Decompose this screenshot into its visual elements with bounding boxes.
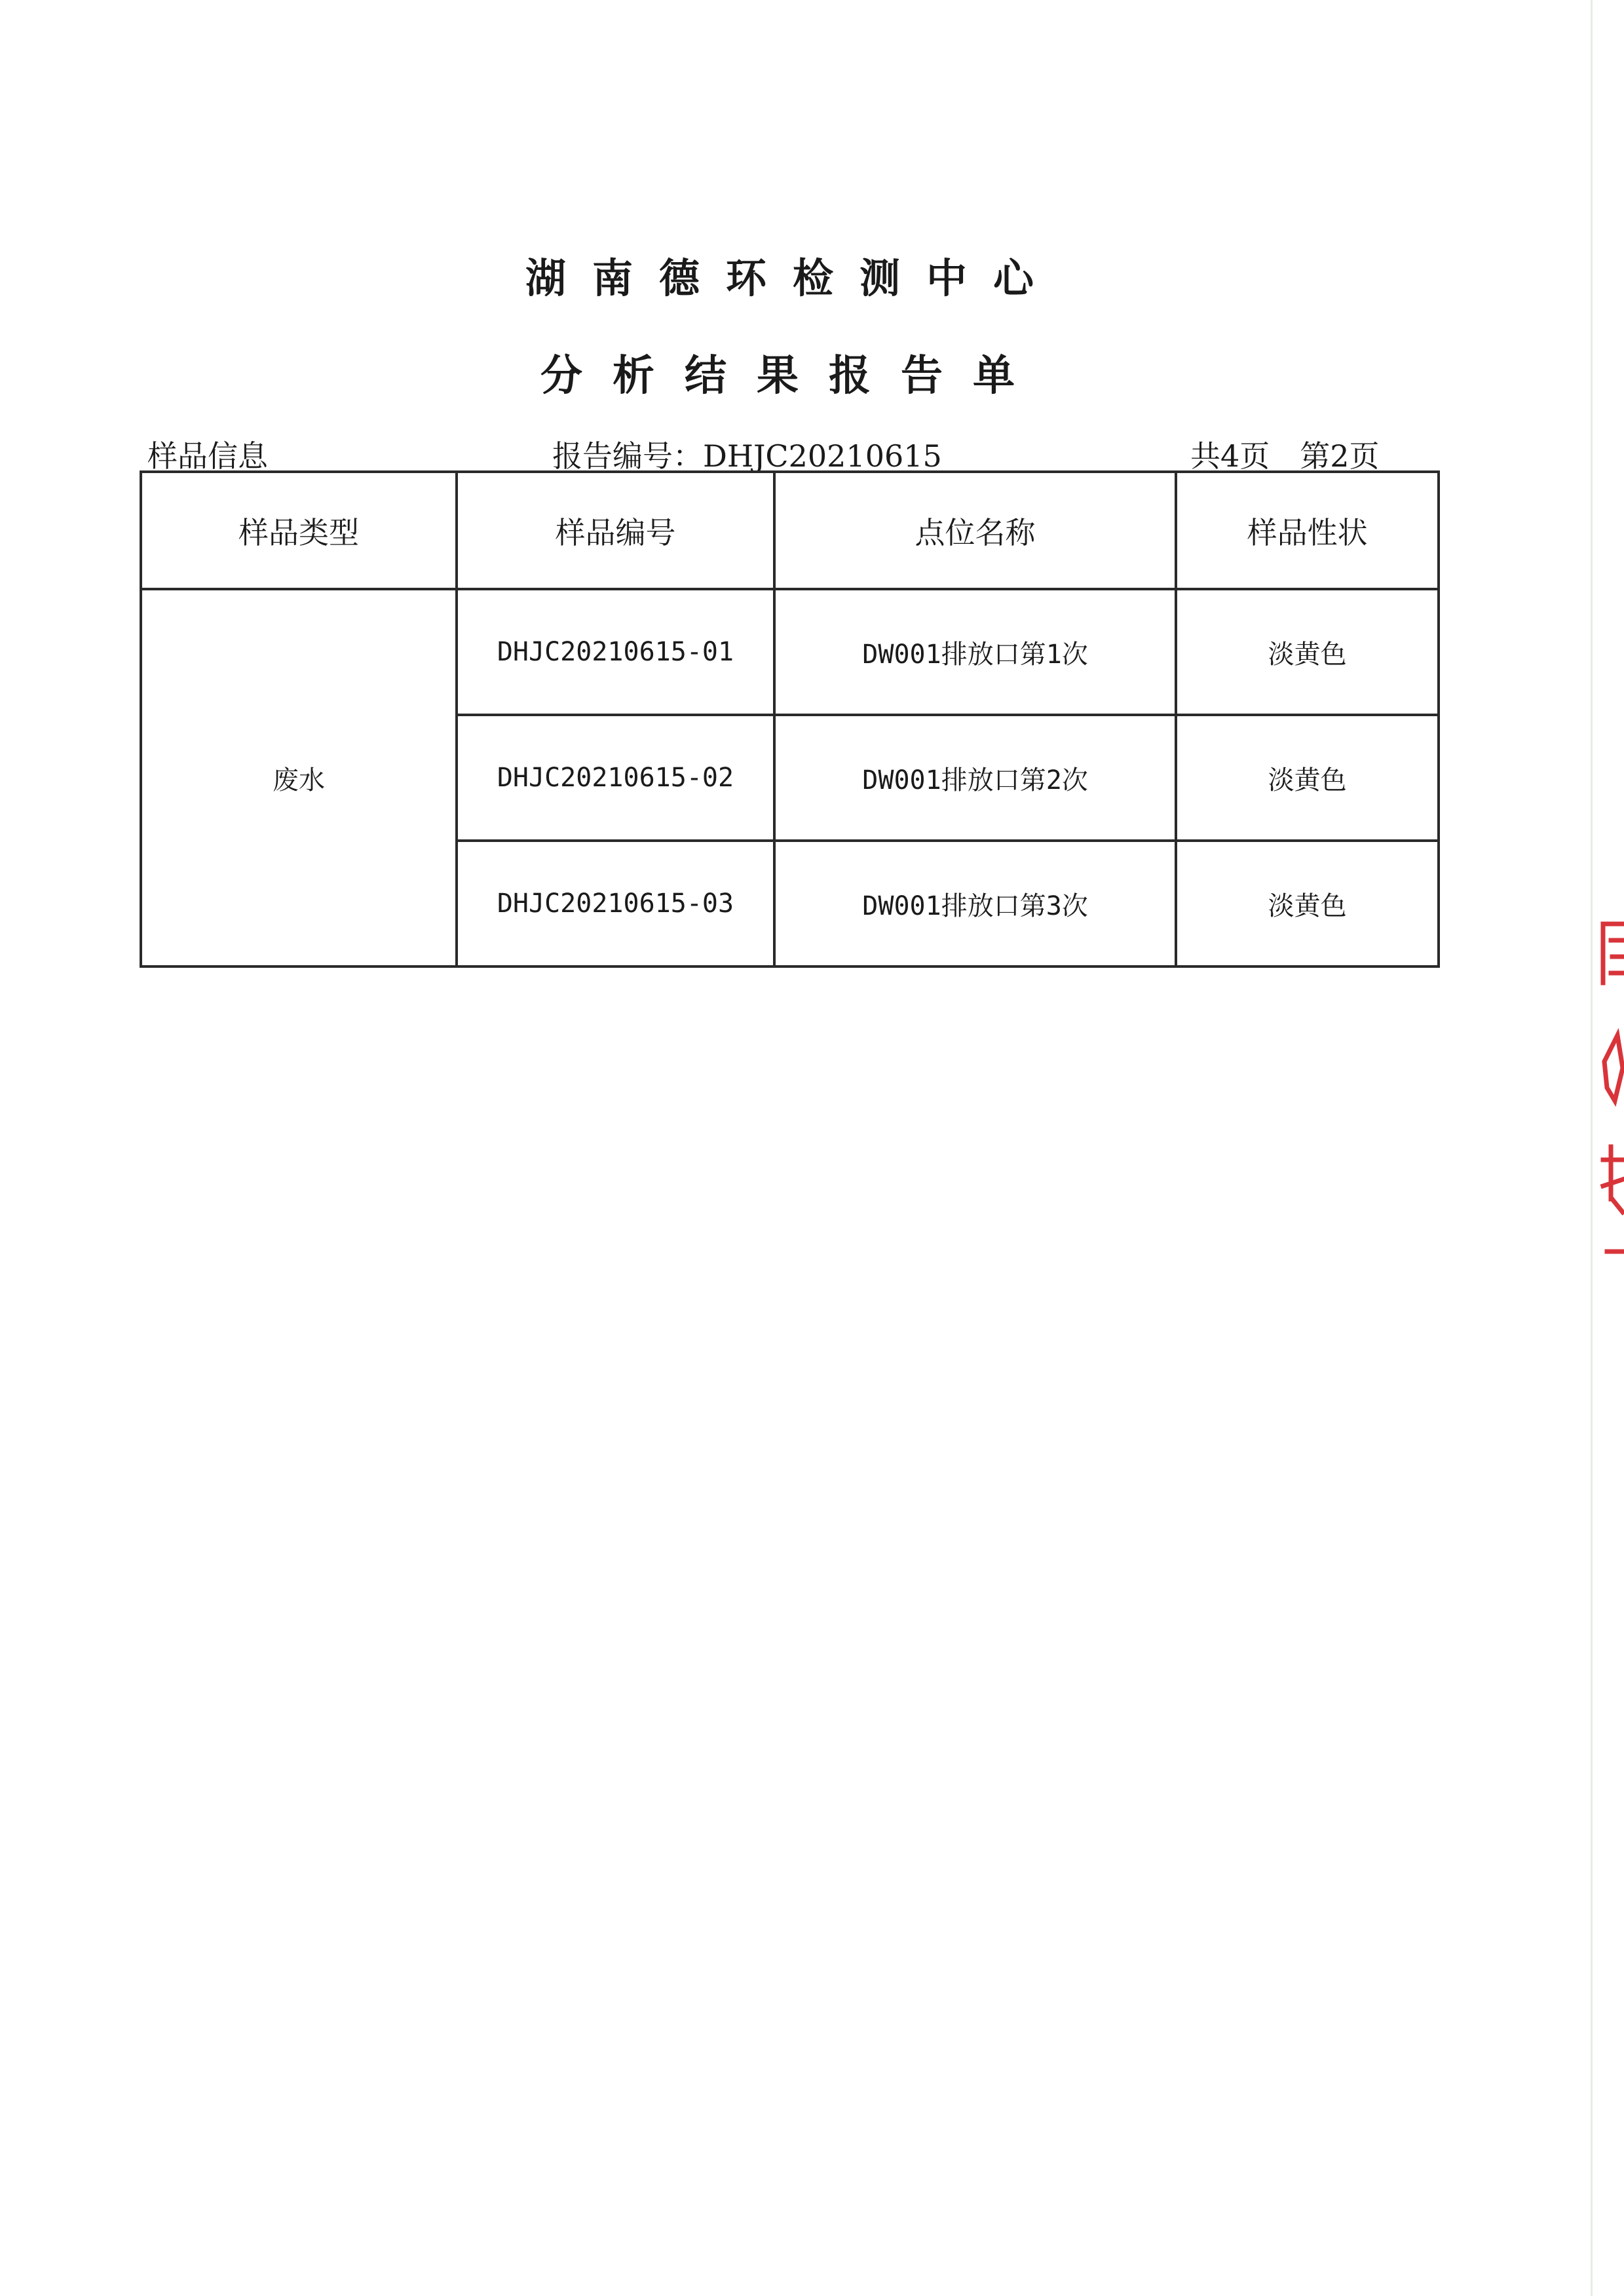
report-number: 报告编号：DHJC20210615	[552, 438, 942, 474]
header-character: 样品性状	[1176, 472, 1439, 589]
location-cell: DW001排放口第2次	[774, 715, 1176, 841]
organization-title: 湖南德环检测中心	[525, 254, 1060, 302]
sample-id-cell: DHJC20210615-02	[457, 715, 774, 841]
sample-id-cell: DHJC20210615-03	[457, 841, 774, 966]
character-cell: 淡黄色	[1176, 841, 1439, 966]
scan-edge-line	[1591, 0, 1593, 2296]
location-cell: DW001排放口第1次	[774, 589, 1176, 715]
seal-fragment	[1598, 911, 1624, 1278]
location-cell: DW001排放口第3次	[774, 841, 1176, 966]
header-sample-id: 样品编号	[457, 472, 774, 589]
sample-type-cell: 废水	[141, 589, 457, 966]
document-title: 分析结果报告单	[540, 351, 1045, 400]
table-row	[141, 589, 1439, 715]
page-info: 共4页 第2页	[1190, 438, 1380, 474]
section-label: 样品信息	[147, 438, 268, 474]
header-location: 点位名称	[774, 472, 1176, 589]
header-sample-type: 样品类型	[141, 472, 457, 589]
character-cell: 淡黄色	[1176, 715, 1439, 841]
table-header-row	[141, 472, 1439, 589]
character-cell: 淡黄色	[1176, 589, 1439, 715]
results-table	[140, 470, 1440, 968]
sample-id-cell: DHJC20210615-01	[457, 589, 774, 715]
